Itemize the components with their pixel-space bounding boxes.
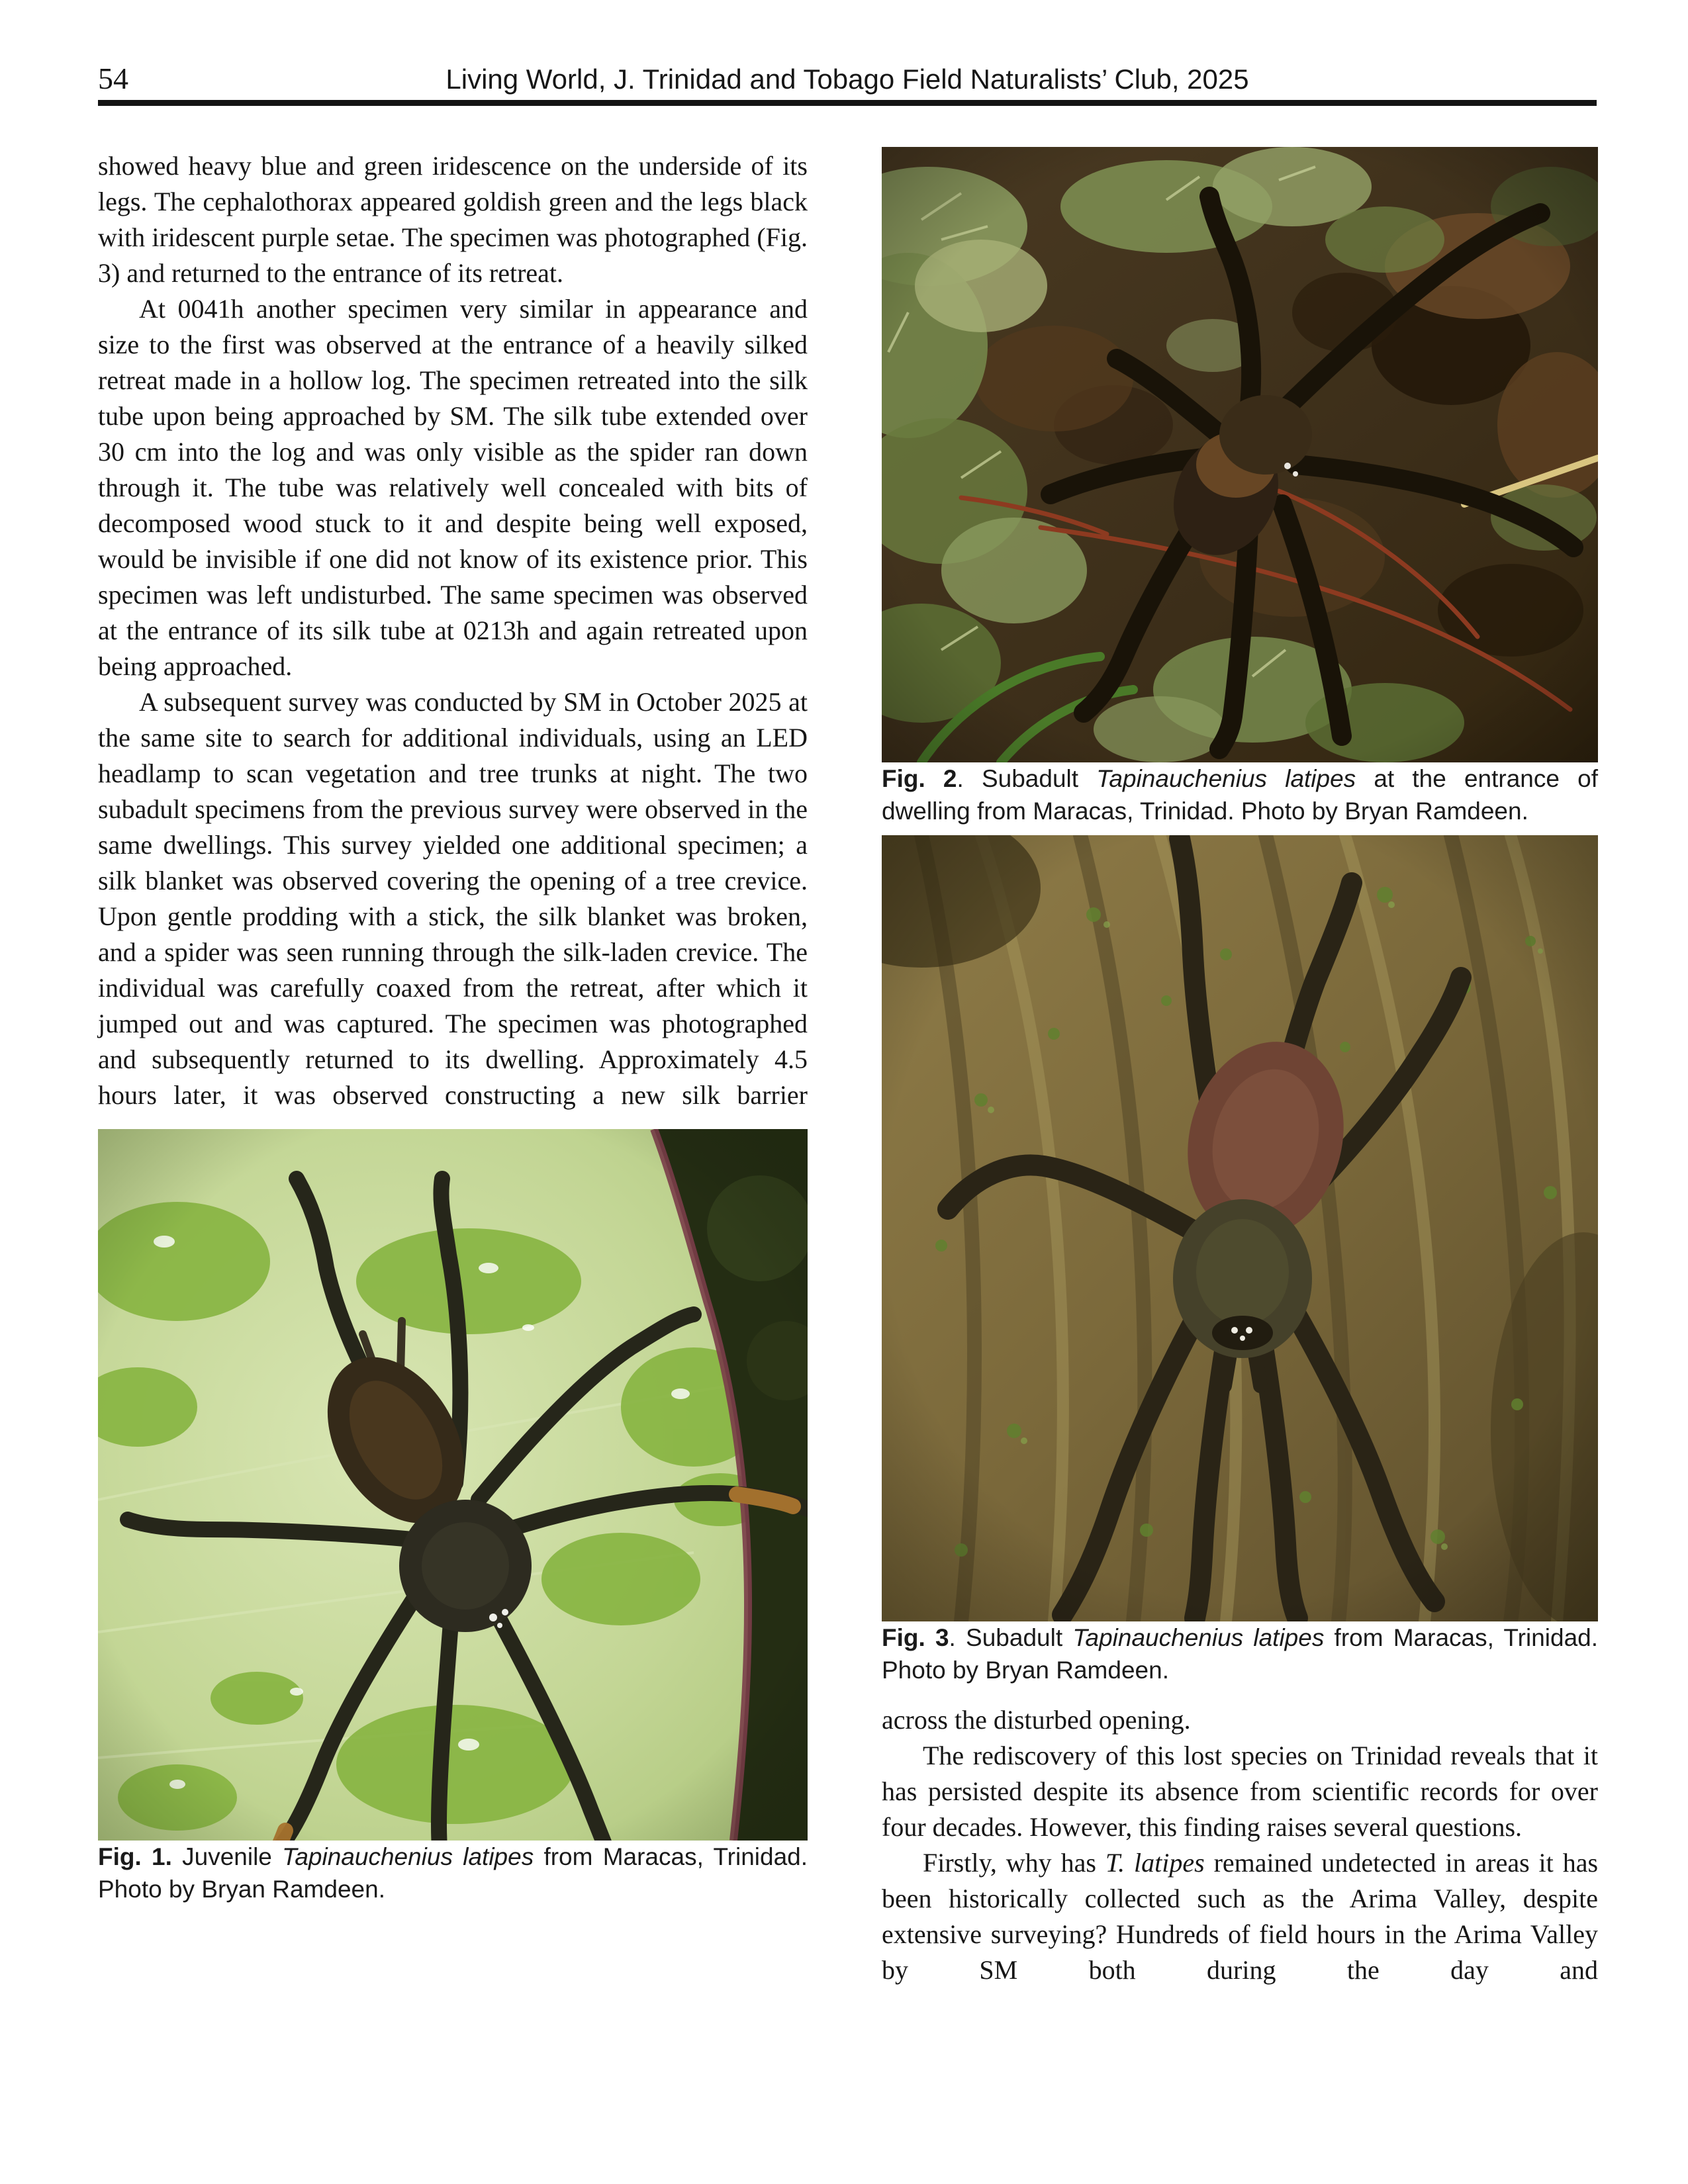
figure-3-label: Fig. 3 <box>882 1624 949 1651</box>
figure-3-photo-tarantula-on-bark <box>882 835 1598 1621</box>
figure-3-rest: from Maracas, Trinidad. Photo by Bryan Ramdeen. <box>882 1624 1599 1684</box>
figure-2-stage: . Subadult <box>957 765 1097 792</box>
header-rule <box>98 100 1597 106</box>
figure-2-species: Tapinauchenius latipes <box>1096 765 1356 792</box>
figure-3-caption <box>882 1621 1598 1686</box>
paragraph-across-opening: across the disturbed opening. <box>882 1705 1191 1735</box>
paragraph-firstly-pre: Firstly, why has <box>923 1848 1105 1878</box>
paragraph-firstly <box>882 1845 1598 1988</box>
figure-3 <box>882 835 1598 1686</box>
left-column <box>98 148 808 1905</box>
figure-3-stage: . Subadult <box>949 1624 1073 1651</box>
figure-2 <box>882 147 1598 827</box>
figure-1-caption <box>98 1841 808 1905</box>
paragraph-firstly-post: remained undetected in areas it has been historically collected such as the Arima Valley, despite extensive surveying? Hundreds of field hours in the Arima Valley by SM both during the day and <box>882 1848 1599 1985</box>
figure-1 <box>98 1129 808 1905</box>
figure-1-photo-tarantula-on-leaf <box>98 1129 808 1841</box>
running-header: Living World, J. Trinidad and Tobago Field Naturalists’ Club, 2025 <box>445 64 1249 95</box>
figure-2-label: Fig. 2 <box>882 765 957 792</box>
figure-2-rest: at the entrance of dwelling from Maracas, Trinidad. Photo by Bryan Ramdeen. <box>882 765 1598 825</box>
figure-1-stage: Juvenile <box>171 1843 283 1870</box>
paragraph-continuation: showed heavy blue and green iridescence on the underside of its legs. The cephalothorax appeared goldish green and the legs black with iridescent purple setae. The specimen was photographed (Fig. 3) and returned to the entrance of its retreat. <box>98 151 808 288</box>
paragraph-rediscovery: The rediscovery of this lost species on Trinidad reveals that it has persisted despite its absence from scientific records for over four decades. However, this finding raises several questions. <box>882 1741 1598 1842</box>
figure-1-label: Fig. 1. <box>98 1843 172 1870</box>
right-column-text <box>882 1702 1598 1988</box>
paragraph-october-survey: A subsequent survey was conducted by SM in October 2025 at the same site to search for additional individuals, using an LED headlamp to scan vegetation and tree trunks at night. The two subadult specimens from the previous survey were observed in the same dwellings. This survey yielded one additional specimen; a silk blanket was observed covering the opening of a tree crevice. Upon gentle prodding with a stick, the silk blanket was broken, and a spider was seen running through the silk-laden crevice. The individual was carefully coaxed from the retreat, after which it jumped out and was captured. The specimen was photographed and subsequently returned to its dwelling. Approximately 4.5 hours later, it was observed constructing a new silk barrier <box>98 687 808 1110</box>
figure-1-species: Tapinauchenius latipes <box>282 1843 534 1870</box>
page-number: 54 <box>98 62 128 95</box>
figure-2-caption <box>882 762 1598 827</box>
figure-2-photo-tarantula-on-moss <box>882 147 1598 762</box>
right-column <box>882 147 1598 1988</box>
paragraph-0041h-observation: At 0041h another specimen very similar in appearance and size to the first was observed at the entrance of a heavily silked retreat made in a hollow log. The specimen retreated into the silk tube upon being approached by SM. The silk tube extended over 30 cm into the log and was only visible as the spider ran down through it. The tube was relatively well concealed with bits of decomposed wood stuck to it and despite being well exposed, would be invisible if one did not know of its existence prior. This specimen was left undisturbed. The same specimen was observed at the entrance of its silk tube at 0213h and again retreated upon being approached. <box>98 294 808 681</box>
figure-3-species: Tapinauchenius latipes <box>1072 1624 1325 1651</box>
species-abbrev: T. latipes <box>1105 1848 1205 1878</box>
figure-1-rest: from Maracas, Trinidad. Photo by Bryan Ramdeen. <box>98 1843 808 1903</box>
